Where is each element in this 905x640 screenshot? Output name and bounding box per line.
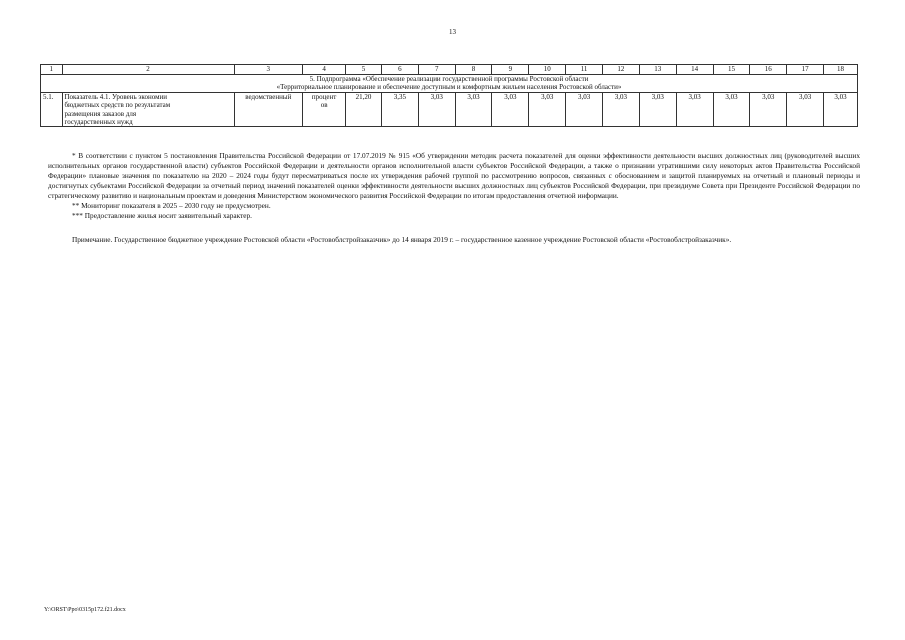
column-header: 1 — [41, 65, 63, 75]
indicator-name-line: государственных нужд — [64, 118, 133, 127]
indicator-name-line: бюджетных средств по результатам — [64, 101, 171, 110]
value-cell: 3,35 — [381, 92, 418, 127]
value-cell: 3,03 — [676, 92, 713, 127]
remark-note: Примечание. Государственное бюджетное учреждение Ростовской области «Ростовоблстройзаказчик» до 14 января 2019 г. – государственное казенное учреждение Ростовской области «Ростовоблстройзаказчик». — [72, 235, 732, 244]
row-number: 5.1. — [41, 92, 63, 127]
column-header: 6 — [381, 65, 418, 75]
column-header: 7 — [418, 65, 455, 75]
indicator-unit-line: ов — [320, 101, 328, 110]
notes-section — [48, 151, 860, 245]
indicators-table — [40, 64, 858, 127]
indicator-type: ведомственный — [234, 92, 303, 127]
column-header: 18 — [824, 65, 858, 75]
value-cell: 3,03 — [787, 92, 824, 127]
footnote-1: * В соответствии с пунктом 5 постановления Правительства Российской Федерации от 17.07.2019 № 915 «Об утверждении методик расчета показателей для оценки эффективности деятельности высших должностных лиц (руководителей высших исполнительных органов государственной власти) субъектов Российской Федерации и деятельности органов исполнительной власти субъектов Российской Федерации, а также о признании утратившими силу некоторых актов Правительства Российской Федерации» плановые значения по показателю на 2020 – 2024 годы будут пересматриваться после их утверждения рабочей группой по рассмотрению вопросов, связанных с обоснованием и защитой планируемых на отчетный и плановый периоды и достигнутых субъектами Российской Федерации за отчетный период значений показателей оценки эффективности деятельности высших должностных лиц субъектов Российской Федерации, при президиуме Совета при Президенте Российской Федерации по стратегическому развитию и национальным проектам и доведения Министерством экономического развития Российской Федерации по итогам предоставления отчетной информации. — [48, 151, 860, 200]
subprogram-row — [41, 75, 858, 93]
indicator-unit — [303, 92, 346, 127]
column-header: 13 — [639, 65, 676, 75]
column-header: 15 — [713, 65, 750, 75]
value-cell: 21,20 — [346, 92, 382, 127]
column-header: 2 — [62, 65, 234, 75]
column-header: 5 — [346, 65, 382, 75]
column-header: 4 — [303, 65, 346, 75]
column-header: 12 — [602, 65, 639, 75]
subprogram-title-line: «Территориальное планирование и обеспечение доступным и комфортным жильем населения Ростовской области» — [276, 83, 622, 92]
column-header: 16 — [750, 65, 787, 75]
value-cell: 3,03 — [602, 92, 639, 127]
table-row — [41, 92, 858, 127]
column-header: 17 — [787, 65, 824, 75]
value-cell: 3,03 — [418, 92, 455, 127]
column-header: 3 — [234, 65, 303, 75]
footer-file-path: Y:\ORST\Ppo\0315p172.f21.docx — [44, 607, 126, 613]
column-header: 8 — [455, 65, 492, 75]
indicator-name-line: Показатель 4.1. Уровень экономии — [64, 92, 167, 101]
subprogram-title — [41, 75, 858, 93]
subprogram-title-line: 5. Подпрограмма «Обеспечение реализации государственной программы Ростовской области — [309, 75, 589, 83]
value-cell: 3,03 — [566, 92, 603, 127]
table-header-row — [41, 65, 858, 75]
column-header: 11 — [566, 65, 603, 75]
value-cell: 3,03 — [492, 92, 529, 127]
value-cell: 3,03 — [455, 92, 492, 127]
indicator-name-line: размещения заказов для — [64, 109, 137, 118]
value-cell: 3,03 — [529, 92, 566, 127]
indicator-unit-line: процент — [311, 92, 337, 101]
column-header: 9 — [492, 65, 529, 75]
value-cell: 3,03 — [750, 92, 787, 127]
column-header: 10 — [529, 65, 566, 75]
value-cell: 3,03 — [639, 92, 676, 127]
value-cell: 3,03 — [824, 92, 858, 127]
page-number: 13 — [449, 28, 456, 36]
column-header: 14 — [676, 65, 713, 75]
footnote-2: ** Мониторинг показателя в 2025 – 2030 году не предусмотрен. — [72, 201, 271, 210]
footnote-3: *** Предоставление жилья носит заявительный характер. — [72, 211, 253, 220]
value-cell: 3,03 — [713, 92, 750, 127]
indicator-name — [62, 92, 234, 127]
